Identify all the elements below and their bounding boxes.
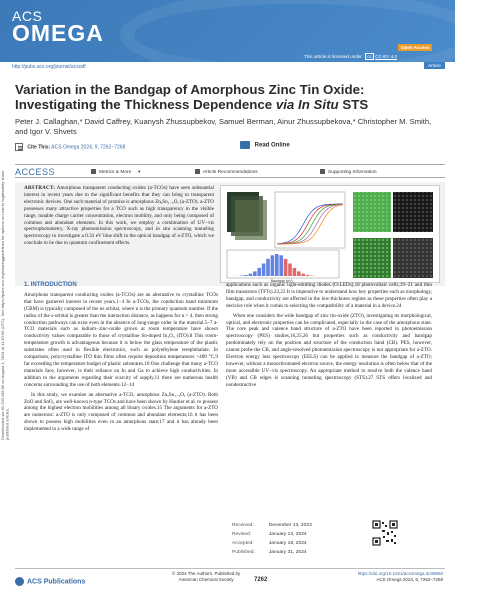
toc-graphic xyxy=(221,186,441,284)
abstract-figure xyxy=(220,185,440,283)
published-date: January 31, 2024 xyxy=(268,550,307,555)
recommendations-icon xyxy=(195,169,200,174)
metrics-label: Metrics & More xyxy=(99,170,132,175)
recommendations-button[interactable] xyxy=(195,169,258,175)
download-notice: Downloaded via 82.200.168.86 on August 1, 2024 at 11:19:56 (UTC). See https://pubs.acs.org/sharingguidelines for options on how to legitimately share published articles. xyxy=(0,170,10,440)
title-line2-pre: Investigating the Thickness Dependence xyxy=(15,97,276,112)
map-lower-dark-texture xyxy=(393,238,433,278)
abstract-body: Amorphous transparent conducting oxides (a-TCOs) have seen substantial interest in recent years due to the significant benefits that they can bring to transparent electronic devices. One such material of promise is amorphous ZnₓSn₁₋ₓOᵧ (a-ZTO). a-ZTO possesses many attractive properties for a TCO such as high transparency in the visible range, tunable charge carrier concentration, electron mobility, and only being composed of common and abundant elements. In this work, we employ a combination of UV−vis spectrophotometry, X-ray photoemission spectroscopy, and in situ scanning tunneling spectroscopy to investigate a 0.33 eV blue shift in the optical bandgap of a-ZTO, which we conclude to be due to quantum confinement effects. xyxy=(24,185,214,247)
histogram-bar xyxy=(271,255,275,276)
recommendations-label: Article Recommendations xyxy=(203,169,258,175)
histogram-bar xyxy=(266,259,270,276)
intro-paragraph-4: When one considers the wide bandgap of zinc tin-oxide (ZTO), investigating its morphological, optical, and electronic properties can be complicated, especially in the case of the amorphous state. The core peak and valence band structure of a-ZTO have been reported in photoemission spectroscopy (PES) studies,16,25,26 but properties such as conductivity and bandgap predominately rely on the position and structure of the conduction band (CB). PES, however, cannot probe the CB, and angle-resolved photoemission spectroscopy is not appropriate for a-ZTO. Electron energy loss spectroscopy (EELS) can be applied to measure the bandgap of a-ZTO; however, without a monochromated electron source, the energy resolution is often below that of the more accessible UV−vis spectroscopy. An appropriate method to resolve both the valence band (VB) and CB edges is scanning tunneling spectroscopy (STS).27 STS offers localized and nondestructive xyxy=(226,312,432,388)
title-line2-post: STS xyxy=(338,97,369,112)
histogram-bar xyxy=(306,275,310,276)
histogram-bar xyxy=(253,271,257,276)
journal-header xyxy=(0,0,455,62)
title-line2-em: via In Situ xyxy=(275,97,339,112)
article-title xyxy=(15,82,445,112)
footer-logo-text: ACS Publications xyxy=(27,578,86,586)
supporting-label: Supporting Information xyxy=(328,169,377,175)
intro-paragraph-1: Amorphous transparent conducting oxides (a-TCOs) are an alternative to crystalline TCOs that have garnered interest in recent years.1−4 In a-TCOs, the conduction band minimum (CBM) is typically composed of the ns orbital, where n is the primary quantum number. If the radius of the s-orbital is greater than the interaction distance, as happens for n > 4, then strong conduction pathways can exist even in the absence of long-range order in the material.5–7 a-TCO materials such as indium−zinc-oxide grown at room temperature have shown conductivity values comparable to those of crystalline Sn-doped In₂O₃ (ITO).8 This room-temperature growth is advantageous because it is below the glass temperature of the plastic substrates often used in flexible electronics, such as polyethylene terephthalate. In comparison, polycrystalline ITO thin films often require deposition temperatures >400 °C,9 far exceeding the temperature budget of plastic substrates.10 One challenge that many a-TCO materials face, however, is their reliance on In and Ga to achieve high conductivities. In addition to the arguments regarding their scarcity of supply,11 there are numerous health concerns surrounding the use of both elements.12−14 xyxy=(24,291,218,388)
acs-publications-logo xyxy=(15,577,85,586)
column-left xyxy=(24,282,218,436)
map-texture xyxy=(393,192,433,232)
qr-code-icon[interactable] xyxy=(372,520,398,546)
author-list: Peter J. Callaghan,* David Caffrey, Kuanysh Zhussupbekov, Samuel Berman, Ainur Zhussupbekova,* Christopher M. Smith, and Igor V. Shvets xyxy=(15,117,432,136)
published-label: Published: xyxy=(232,550,255,555)
cc-icon: cc xyxy=(367,54,372,59)
film-image-3 xyxy=(235,200,267,240)
metrics-button[interactable] xyxy=(91,169,141,175)
intro-paragraph-3: applications such as organic light-emitting diodes (O-LEDs),18 photovoltaic cells,19−21 and thin film transistors (TFTs).22,23 It is imperative to understand how key properties such as morphology, bandgap, and conductivity are affected in the low-thickness regime as these properties often play a decisive role when it comes to selecting the compatibility of a material in a device.24 xyxy=(226,282,432,309)
histogram-xlabel: Bandgap (eV) xyxy=(271,279,293,283)
map-lower-green-texture xyxy=(353,238,391,278)
open-access-badge: Open Access xyxy=(398,44,432,51)
histogram-bar xyxy=(288,264,292,277)
metrics-icon xyxy=(91,169,96,174)
histogram-bar xyxy=(262,264,266,277)
acs-logo-icon xyxy=(15,577,24,586)
brand-omega: OMEGA xyxy=(12,20,104,46)
received-label: Received: xyxy=(232,523,254,528)
title-line1: Variation in the Bandgap of Amorphous Zinc Tin Oxide: xyxy=(15,82,365,97)
abstract-label: ABSTRACT: xyxy=(24,185,56,191)
revised-label: Revised: xyxy=(232,532,252,537)
license-prefix: This article is licensed under xyxy=(304,54,362,59)
intro-paragraph-2: In this study, we examine an alternative a-TCO, amorphous ZnₓSn₁₋ₓOᵧ (a-ZTO). Both ZnO and SnO₂ are well-known n-type TCOs and have been shown by Hautier et al. to possess among the highest electron mobilities among all binary oxides.15 The arguments for a-ZTO are numerous: a-ZTO is only composed of common and abundant elements;16 it has been shown to possess high mobilities even in an amorphous state;17 and it has already been implemented in a wide range of xyxy=(24,391,218,433)
brand-acs: ACS xyxy=(12,8,43,24)
footer-doi xyxy=(358,571,443,583)
access-bar xyxy=(15,164,445,178)
supporting-info-button[interactable] xyxy=(320,169,377,175)
article-type-tag: Article xyxy=(424,62,445,69)
histogram-bar xyxy=(257,268,261,276)
map-green-texture xyxy=(353,192,391,232)
copyright-line1: © 2024 The Authors. Published by xyxy=(172,571,241,576)
histogram-bar xyxy=(275,254,279,276)
access-label: ACCESS xyxy=(15,167,56,177)
histogram-bar xyxy=(279,255,283,276)
histogram-bar xyxy=(284,259,288,276)
accepted-date: January 18, 2024 xyxy=(268,541,307,546)
footer-citation: ACS Omega 2024, 9, 7262−7268 xyxy=(376,577,443,582)
monitor-icon xyxy=(240,141,250,149)
histogram-bar xyxy=(301,274,305,276)
column-right xyxy=(226,282,432,392)
footer-divider xyxy=(15,568,445,569)
histogram-bar xyxy=(293,268,297,276)
article-dates xyxy=(230,520,326,558)
supporting-icon xyxy=(320,169,325,174)
histogram-bar xyxy=(244,275,248,276)
intro-heading: 1. INTRODUCTION xyxy=(24,282,77,288)
received-date: December 13, 2023 xyxy=(268,523,312,528)
cite-this[interactable] xyxy=(15,143,125,151)
histogram-bar xyxy=(297,271,301,276)
accepted-label: Accepted: xyxy=(232,541,254,546)
read-online-button[interactable] xyxy=(240,141,290,149)
license-row xyxy=(304,53,397,60)
histogram-bar xyxy=(249,274,253,276)
license-link[interactable]: CC-BY 4.0 xyxy=(375,54,397,59)
read-online-label: Read Online xyxy=(254,142,290,149)
cite-label: Cite This: xyxy=(27,144,51,151)
copyright-line2: American Chemical Society xyxy=(178,577,234,582)
revised-date: January 13, 2024 xyxy=(268,532,307,537)
journal-url[interactable]: http://pubs.acs.org/journal/acsodf xyxy=(12,64,86,70)
chevron-down-icon: ▼ xyxy=(137,169,142,174)
cite-icon xyxy=(15,143,23,151)
page-number: 7262 xyxy=(254,577,268,583)
copyright xyxy=(172,571,240,583)
doi-link[interactable]: https://doi.org/10.1021/acsomega.3c09960 xyxy=(357,571,443,576)
cite-journal: ACS Omega 2024, 9, 7262−7268 xyxy=(51,144,126,151)
abstract-text xyxy=(24,185,214,247)
